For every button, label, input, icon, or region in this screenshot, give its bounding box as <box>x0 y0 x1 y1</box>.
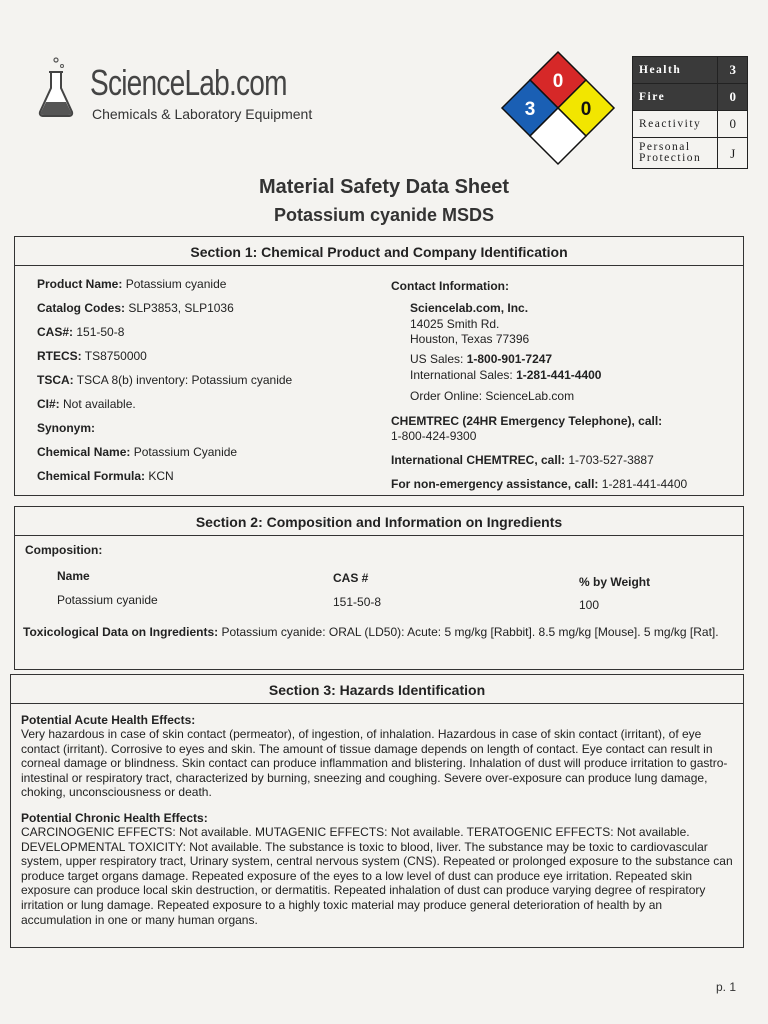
field-ci: CI#: Not available. <box>37 397 136 411</box>
cell-weight: 100 <box>579 598 600 612</box>
intl-chemtrec: International CHEMTREC, call: 1-703-527-3887 <box>391 453 654 467</box>
section-3-heading: Section 3: Hazards Identification <box>11 675 743 704</box>
section-2-heading: Section 2: Composition and Information on Ingredients <box>15 507 743 536</box>
hmis-value: J <box>718 138 748 169</box>
hmis-label: Personal Protection <box>633 138 718 169</box>
field-tsca: TSCA: TSCA 8(b) inventory: Potassium cyanide <box>37 373 293 387</box>
hmis-value: 3 <box>718 57 748 84</box>
chemtrec-label: CHEMTREC (24HR Emergency Telephone), call: <box>391 414 663 428</box>
cell-cas: 151-50-8 <box>333 595 382 609</box>
section-1-heading: Section 1: Chemical Product and Company Identification <box>15 237 743 266</box>
brand-tagline: Chemicals & Laboratory Equipment <box>92 106 313 122</box>
non-emergency: For non-emergency assistance, call: 1-281-441-4400 <box>391 477 688 491</box>
hmis-label: Fire <box>633 84 718 111</box>
col-name-header: Name <box>57 569 90 583</box>
contact-order-online: Order Online: ScienceLab.com <box>410 389 575 403</box>
field-chemical-name: Chemical Name: Potassium Cyanide <box>37 445 238 459</box>
hmis-value: 0 <box>718 84 748 111</box>
nfpa-diamond <box>500 50 616 166</box>
cell-name: Potassium cyanide <box>57 593 158 607</box>
hmis-row-fire <box>633 84 748 111</box>
contact-address-2: Houston, Texas 77396 <box>410 332 530 346</box>
acute-effects-label: Potential Acute Health Effects: <box>21 713 196 727</box>
contact-intl-sales: International Sales: 1-281-441-4400 <box>410 368 602 382</box>
field-catalog-codes: Catalog Codes: SLP3853, SLP1036 <box>37 301 234 315</box>
contact-company: Sciencelab.com, Inc. <box>410 301 529 315</box>
field-synonym: Synonym: <box>37 421 96 435</box>
section-3 <box>10 674 744 948</box>
section-1 <box>14 236 744 496</box>
nfpa-reactivity-value: 0 <box>580 99 592 120</box>
hmis-label: Health <box>633 57 718 84</box>
chemtrec-phone: 1-800-424-9300 <box>391 429 477 443</box>
nfpa-fire-value: 0 <box>552 71 564 92</box>
hmis-label: Reactivity <box>633 111 718 138</box>
field-cas: CAS#: 151-50-8 <box>37 325 125 339</box>
contact-us-sales: US Sales: 1-800-901-7247 <box>410 352 553 366</box>
contact-heading: Contact Information: <box>391 279 509 293</box>
document-title: Material Safety Data Sheet <box>258 176 510 198</box>
section-2 <box>14 506 744 670</box>
hmis-row-protection <box>633 138 748 169</box>
hmis-value: 0 <box>718 111 748 138</box>
col-weight-header: % by Weight <box>579 575 651 589</box>
flask-logo-icon <box>36 54 76 120</box>
toxicological-data: Toxicological Data on Ingredients: Potassium cyanide: ORAL (LD50): Acute: 5 mg/kg [Rabbit]. 8.5 mg/kg [Mouse]. 5 mg/kg [Rat]. <box>23 625 719 639</box>
hmis-table <box>632 56 748 169</box>
contact-address-1: 14025 Smith Rd. <box>410 317 500 331</box>
composition-label: Composition: <box>25 543 103 557</box>
document-subtitle: Potassium cyanide MSDS <box>273 205 495 225</box>
hmis-row-reactivity <box>633 111 748 138</box>
chronic-effects-text: CARCINOGENIC EFFECTS: Not available. MUTAGENIC EFFECTS: Not available. TERATOGENIC EFFECTS: Not available. DEVELOPMENTAL TOXICITY: Not available. The substance is toxic to blood, liver. The substance may be toxic to cardiovascular system, upper respiratory tract, Urinary system, central nervous system (CNS). Repeated or prolonged exposure to the substance can produce target organs damage. Repeated exposure of the eyes to a low level of dust can produce eye irritation. Repeated skin exposure can produce local skin destruction, or dermatitis. Repeated inhalation of dust can produce varying degree of respiratory irritation or lung damage. Repeated exposure to a highly toxic material may produce general deterioration of health by an accumulation in one or many human organs. <box>21 825 733 927</box>
page-number: p. 1 <box>715 980 736 994</box>
brand-name: ScienceLab.com <box>90 62 287 103</box>
chronic-effects-label: Potential Chronic Health Effects: <box>21 811 208 825</box>
hmis-row-health <box>633 57 748 84</box>
field-rtecs: RTECS: TS8750000 <box>37 349 147 363</box>
col-cas-header: CAS # <box>333 571 369 585</box>
field-chemical-formula: Chemical Formula: KCN <box>37 469 174 483</box>
acute-effects-text: Very hazardous in case of skin contact (permeator), of ingestion, of inhalation. Hazardous in case of skin contact (irritant), of eye contact (irritant). Corrosive to eyes and skin. The amount of tissue damage depends on length of contact. Eye contact can result in corneal damage or blindness. Skin contact can produce inflammation and blistering. Inhalation of dust will produce irritation to gastro-intestinal or respiratory tract, characterized by burning, sneezing and coughing. Severe over-exposure can produce lung damage, choking, unconsciousness or death. <box>21 727 728 800</box>
nfpa-health-value: 3 <box>524 99 536 120</box>
field-product-name: Product Name: Potassium cyanide <box>37 277 227 291</box>
